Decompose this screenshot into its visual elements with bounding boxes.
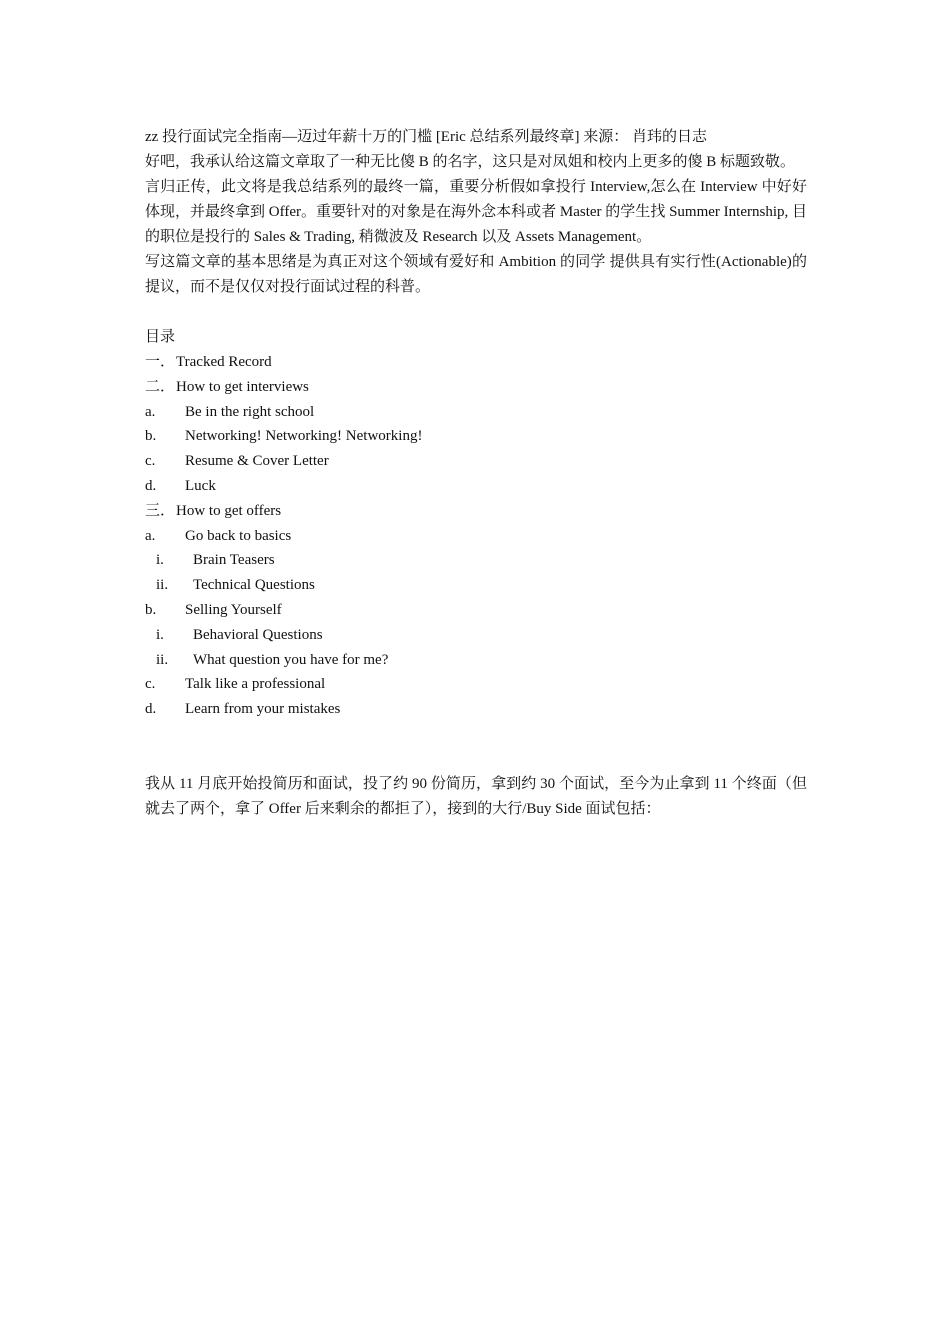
article-title-line: zz 投行面试完全指南—迈过年薪十万的门槛 [Eric 总结系列最终章] 来源： 肖玮的日志 <box>145 129 708 145</box>
toc-item-number: ii. <box>156 651 169 668</box>
toc-item-number: d. <box>145 477 157 494</box>
toc-item <box>145 474 807 499</box>
toc-item <box>145 697 807 722</box>
toc-item-text: How to get interviews <box>176 378 309 395</box>
toc-item-text: Resume & Cover Letter <box>185 453 329 470</box>
toc-item-number: d. <box>145 701 157 718</box>
experience-paragraph: 我从 11 月底开始投简历和面试，投了约 90 份简历，拿到约 30 个面试，至今为止拿到 11 个终面（但就去了两个，拿了 Offer 后来剩余的都拒了），接到的大行/Buy Side 面试包括： <box>145 775 807 817</box>
table-of-contents <box>145 350 807 722</box>
scope-paragraph: 言归正传，此文将是我总结系列的最终一篇，重要分析假如拿投行 Interview,怎么在 Interview 中好好体现，并最终拿到 Offer。重要针对的对象是在海外念本科或者 Master 的学生找 Summer Internship, 目的职位是投行的 Sales & Trading, 稍微波及 Research 以及 Assets Management。 <box>145 179 807 245</box>
purpose-paragraph: 写这篇文章的基本思绪是为真正对这个领域有爱好和 Ambition 的同学 提供具有实行性(Actionable)的提议，而不是仅仅对投行面试过程的科普。 <box>145 254 807 295</box>
toc-item-text: Brain Teasers <box>193 552 275 569</box>
toc-heading: 目录 <box>145 329 176 345</box>
toc-item-number: 一． <box>145 354 176 370</box>
toc-item-text: Behavioral Questions <box>193 626 323 643</box>
toc-item <box>145 400 807 425</box>
toc-item <box>145 449 807 474</box>
toc-item-text: Go back to basics <box>185 527 292 544</box>
toc-item-text: Luck <box>185 477 216 494</box>
intro-paragraph: 好吧，我承认给这篇文章取了一种无比傻 B 的名字，这只是对凤姐和校内上更多的傻 B 标题致敬。 <box>145 154 796 170</box>
toc-item-number: a. <box>145 403 156 420</box>
toc-item-number: ii. <box>156 577 169 594</box>
toc-item-number: i. <box>156 626 164 643</box>
toc-item <box>145 424 807 449</box>
toc-item <box>145 548 807 573</box>
document-body <box>145 125 807 822</box>
toc-item-text: Be in the right school <box>185 403 315 420</box>
toc-item-number: a. <box>145 527 156 544</box>
toc-item-text: What question you have for me? <box>193 651 389 668</box>
toc-item <box>145 598 807 623</box>
toc-item <box>145 524 807 549</box>
toc-item-number: 二． <box>145 378 176 395</box>
toc-item <box>145 648 807 673</box>
toc-item-text: Talk like a professional <box>185 676 326 693</box>
toc-item-number: b. <box>145 601 157 618</box>
toc-item-number: 三． <box>145 502 176 519</box>
toc-item <box>145 499 807 524</box>
toc-item <box>145 350 807 375</box>
toc-item-text: Technical Questions <box>193 577 315 594</box>
toc-item-text: Tracked Record <box>176 354 272 370</box>
toc-item-number: c. <box>145 676 156 693</box>
toc-item-text: Selling Yourself <box>185 601 282 618</box>
toc-item <box>145 375 807 400</box>
toc-item-number: c. <box>145 453 156 470</box>
toc-item <box>145 672 807 697</box>
toc-item-number: b. <box>145 428 157 445</box>
toc-item <box>145 623 807 648</box>
toc-item-text: Learn from your mistakes <box>185 701 341 718</box>
toc-item-number: i. <box>156 552 164 569</box>
toc-item-text: Networking! Networking! Networking! <box>185 428 423 445</box>
toc-item <box>145 573 807 598</box>
toc-item-text: How to get offers <box>176 502 282 519</box>
